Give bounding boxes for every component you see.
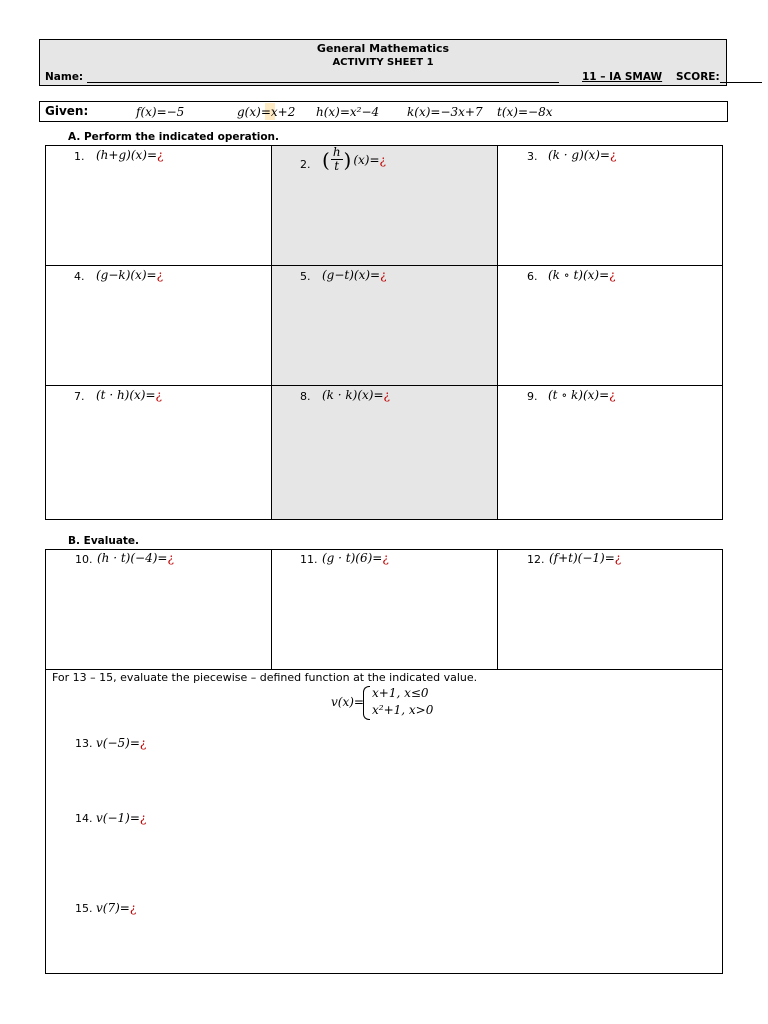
- item-number: 14.: [75, 812, 93, 825]
- activity-title: ACTIVITY SHEET 1: [332, 57, 434, 68]
- item-expression: (h · t)(−4)=¿: [97, 551, 174, 565]
- item-number: 5.: [300, 270, 311, 283]
- item-expression: ( h t ) (x)= ¿: [322, 145, 386, 173]
- given-functions: [39, 101, 728, 122]
- item-number: 12.: [527, 553, 545, 566]
- section-a-grid: [45, 145, 723, 520]
- item-number: 9.: [527, 390, 538, 403]
- item-number: 7.: [74, 390, 85, 403]
- answer-item-14[interactable]: [75, 811, 146, 825]
- answer-cell-6[interactable]: [498, 266, 723, 386]
- worksheet-header: [39, 39, 727, 86]
- name-blank[interactable]: [87, 82, 559, 83]
- brace-icon: [363, 686, 370, 720]
- answer-cell-9[interactable]: [498, 386, 723, 519]
- item-number: 8.: [300, 390, 311, 403]
- answer-item-15[interactable]: [75, 901, 136, 915]
- answer-cell-10[interactable]: [46, 550, 272, 670]
- item-expression: v(−1)=¿: [96, 811, 147, 825]
- answer-cell-5[interactable]: [272, 266, 498, 386]
- answer-cell-4[interactable]: [46, 266, 272, 386]
- piecewise-instructions: For 13 – 15, evaluate the piecewise – defined function at the indicated value.: [52, 671, 478, 684]
- answer-item-13[interactable]: [75, 736, 146, 750]
- score-blank[interactable]: [720, 82, 762, 83]
- answer-cell-11[interactable]: [272, 550, 498, 670]
- piecewise-lhs: v(x)=: [331, 695, 364, 709]
- answer-cell-1[interactable]: [46, 146, 272, 266]
- answer-cell-7[interactable]: [46, 386, 272, 519]
- given-g: g(x)=x+2: [237, 105, 296, 119]
- item-expression: v(7)=¿: [96, 901, 137, 915]
- item-number: 10.: [75, 553, 93, 566]
- item-expression: (f+t)(−1)=¿: [549, 551, 622, 565]
- item-expression: (t ∘ k)(x)=¿: [548, 388, 616, 402]
- item-expression: (g−t)(x)=¿: [322, 268, 387, 282]
- section-b-grid: [45, 549, 723, 974]
- item-expression: (k ∘ t)(x)=¿: [548, 268, 616, 282]
- answer-cell-2[interactable]: [272, 146, 498, 266]
- item-expression: (h+g)(x)=¿: [96, 148, 164, 162]
- subject-title: General Mathematics: [316, 42, 450, 55]
- item-number: 11.: [300, 553, 318, 566]
- piecewise-case-2: x²+1, x>0: [372, 703, 434, 717]
- item-number: 2.: [300, 158, 311, 171]
- item-expression: v(−5)=¿: [96, 736, 147, 750]
- item-number: 15.: [75, 902, 93, 915]
- given-k: k(x)=−3x+7: [407, 105, 483, 119]
- item-number: 4.: [74, 270, 85, 283]
- section-a-title: A. Perform the indicated operation.: [68, 131, 280, 143]
- item-number: 13.: [75, 737, 93, 750]
- item-number: 3.: [527, 150, 538, 163]
- given-f: f(x)=−5: [136, 105, 185, 119]
- item-expression: (g · t)(6)=¿: [322, 551, 389, 565]
- item-number: 1.: [74, 150, 85, 163]
- item-expression: (k · k)(x)=¿: [322, 388, 390, 402]
- item-expression: (g−k)(x)=¿: [96, 268, 163, 282]
- item-expression: (k · g)(x)=¿: [548, 148, 617, 162]
- given-t: t(x)=−8x: [497, 105, 553, 119]
- item-expression: (t · h)(x)=¿: [96, 388, 162, 402]
- score-label: SCORE:: [676, 71, 720, 83]
- section-label: 11 – IA SMAW: [582, 71, 663, 83]
- name-label: Name:: [45, 71, 84, 83]
- item-number: 6.: [527, 270, 538, 283]
- answer-cell-3[interactable]: [498, 146, 723, 266]
- answer-cell-8[interactable]: [272, 386, 498, 519]
- piecewise-case-1: x+1, x≤0: [372, 686, 429, 700]
- answer-cell-12[interactable]: [498, 550, 723, 670]
- section-b-title: B. Evaluate.: [68, 535, 140, 547]
- given-h: h(x)=x²−4: [316, 105, 380, 119]
- given-label: Given:: [45, 104, 89, 118]
